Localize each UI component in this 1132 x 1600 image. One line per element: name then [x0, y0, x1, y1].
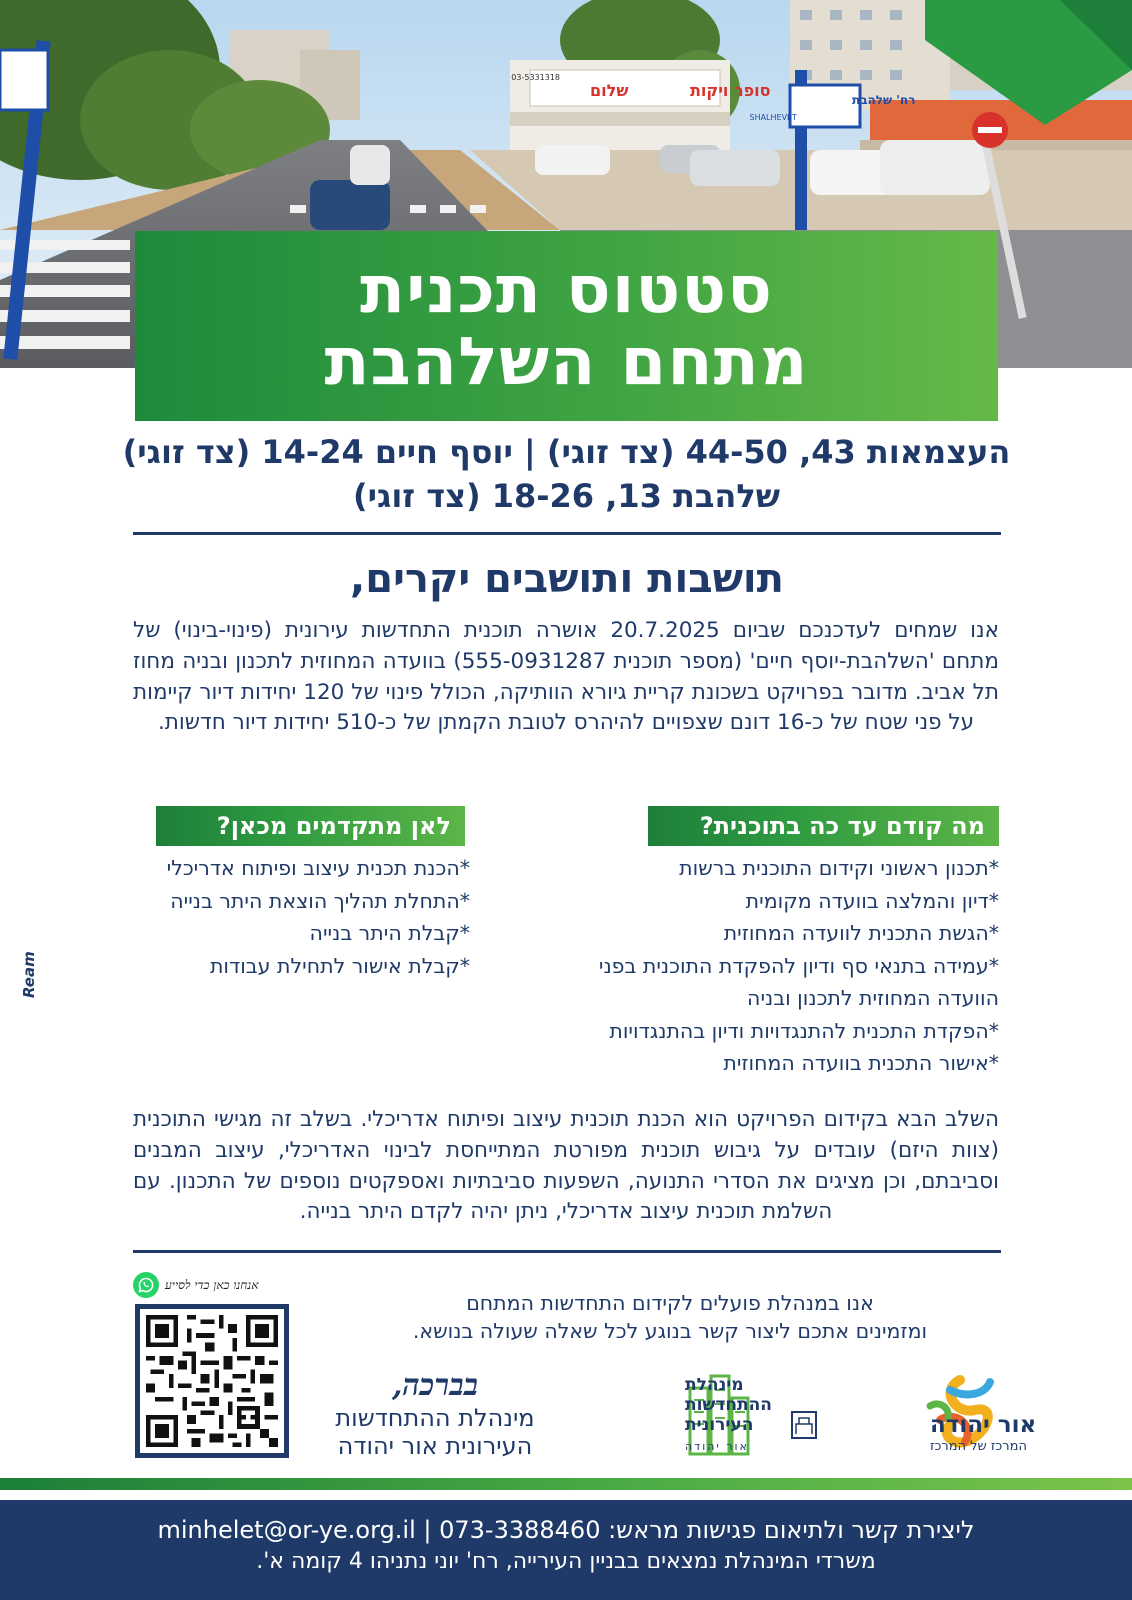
minhelet-logo-text-4: אור יהודה	[685, 1440, 749, 1453]
next-step-paragraph: השלב הבא בקידום הפרויקט הוא הכנת תוכנית עיצוב ופיתוח אדריכלי. בשלב זה מגישי התוכנית (צוות היזם) עובדים על גיבוש תוכנית מפורטת המתייחסת לבינוי האדריכלי, עיצוב המבנים וסביבתם, וכן מציגים את הסדרי התנועה, השפעות סביבתיות ואספקטים נוספים של התכנון. עם השלמת תוכנית עיצוב אדריכלי, ניתן יהיה לקדם היתר בנייה.	[133, 1107, 999, 1225]
list-item: *קבלת היתר בנייה	[309, 921, 470, 945]
whatsapp-caption: אנחנו כאן כדי לסייע	[165, 1277, 259, 1292]
address-line-2: שלהבת 13, 18-26 (צד זוגי)	[352, 477, 781, 515]
minhelet-logo-text-2: ההתחדשות	[685, 1395, 772, 1415]
shop-phone-text: 03-5331318	[511, 73, 560, 82]
list-item: *הפקדת התכנית להתנגדויות ודיון בהתנגדויות	[609, 1018, 999, 1043]
footer	[0, 1500, 1132, 1600]
intro-paragraph: אנו שמחים לעדכנכם שביום 20.7.2025 אושרה תוכנית התחדשות עירונית (פינוי-בינוי) של מתחם 'השלהבת-יוסף חיים' (מספר תוכנית 555-0931287) בוועדה המחוזית לתכנון ובניה מחוז תל אביב. מדובר בפרויקט בשכונת קריית גיורא הוותיקה, הכולל פינוי של 120 יחידות דיור קיימות על פני שטח של כ-16 דונם שצפויים להיהרס לטובת הקמתן של כ-510 יחידות דיור חדשות.	[133, 618, 999, 736]
city-logo-slogan: המרכז של המרכז	[930, 1439, 1027, 1454]
street-sign-hebrew: רח' שלהבת	[852, 93, 916, 107]
list-item: *קבלת אישור לתחילת עבודות	[209, 953, 470, 978]
signoff-line-1: מינהלת ההתחדשות	[335, 1404, 535, 1432]
whatsapp-qr-block	[133, 1272, 289, 1458]
minhelet-logo-text-1: מינהלת	[685, 1375, 744, 1395]
contact-line-2: ומזמינים אתכם ליצור קשר בנוגע לכל שאלה שעולה בנושא.	[412, 1319, 928, 1343]
list-item: *עמידה בתנאי סף ודיון להפקדת התוכנית בפני הוועדה המחוזית לתכנון ובניה	[598, 953, 999, 1010]
list-item: *הגשת התכנית לוועדה המחוזית	[723, 921, 999, 945]
page-title-line1: סטטוס תכנית	[360, 251, 773, 328]
contact-line-1: אנו במנהלת פועלים לקידום התחדשות המתחם	[466, 1291, 874, 1315]
minhelet-logo-text-3: העירונית	[685, 1415, 754, 1435]
street-sign-english: SHALHEVET	[749, 113, 797, 122]
greeting-heading: תושבות ותושבים יקרים,	[350, 556, 784, 602]
footer-address-line: משרדי המינהלת נמצאים בבניין העירייה, רח' יוני נתניהו 4 קומה א'.	[256, 1549, 876, 1574]
next-steps-heading: לאן מתקדמים מכאן?	[156, 806, 465, 846]
next-steps-list	[130, 852, 470, 982]
shop-name-text: שלום	[590, 81, 629, 100]
list-item: *אישור התכנית בוועדה המחוזית	[723, 1051, 999, 1075]
title-banner	[135, 231, 998, 421]
shop-sign-text: סופר ויקות	[690, 81, 771, 100]
page-title-line2: מתחם השלהבת	[324, 323, 809, 400]
list-item: *דיון והמלצה בוועדה מקומית	[745, 888, 999, 913]
signoff-blessing: בברכה,	[391, 1368, 478, 1403]
whatsapp-row	[133, 1272, 289, 1298]
divider-bottom	[133, 1250, 1001, 1253]
footer-contact-line[interactable]: ליצירת קשר ולתיאום פגישות מראש: 073-3388460 | minhelet@or-ye.org.il	[157, 1516, 975, 1544]
list-item: *תכנון ראשוני וקידום התוכנית ברשות	[679, 856, 999, 880]
address-line-1: העצמאות 43, 44-50 (צד זוגי) | יוסף חיים 14-24 (צד זוגי)	[122, 433, 1011, 471]
qr-code[interactable]	[135, 1304, 289, 1458]
progress-list	[559, 852, 999, 1080]
project-addresses	[120, 430, 1013, 518]
printer-mark: Ream	[20, 951, 38, 998]
or-yehuda-city-logo	[790, 1370, 1037, 1460]
signoff-line-2: העירונית אור יהודה	[337, 1432, 533, 1460]
qr-code-pattern	[146, 1315, 278, 1447]
minhelet-logo	[585, 1368, 772, 1460]
contact-invitation	[370, 1289, 970, 1345]
city-logo-name: אור יהודה	[930, 1412, 1037, 1438]
list-item: *הכנת תכנית עיצוב ופיתוח אדריכלי	[166, 856, 470, 880]
divider-top	[133, 532, 1001, 535]
whatsapp-icon	[133, 1272, 159, 1298]
green-divider-band	[0, 1478, 1132, 1490]
signoff	[320, 1368, 550, 1460]
list-item: *התחלת תהליך הוצאת היתר בנייה	[170, 888, 470, 913]
progress-heading: מה קודם עד כה בתוכנית?	[648, 806, 999, 846]
